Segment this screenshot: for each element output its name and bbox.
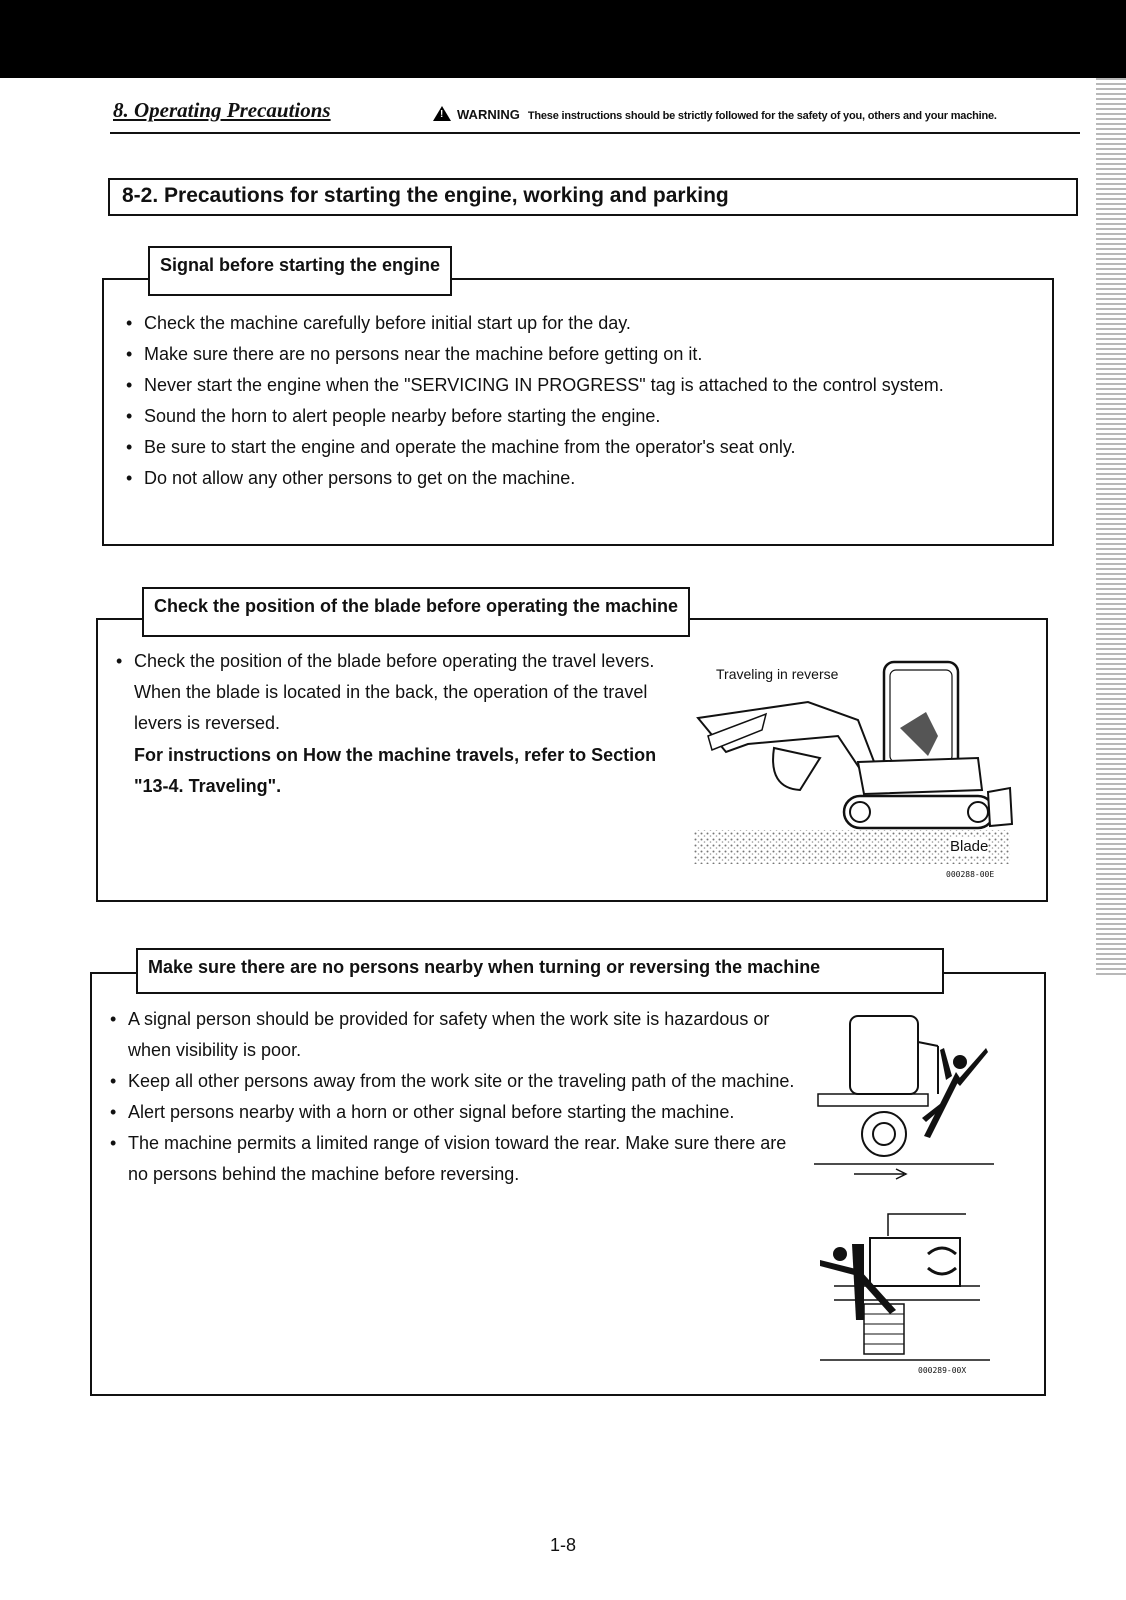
blade-note: For instructions on How the machine travels, refer to Section "13-4. Traveling". (134, 745, 657, 796)
turning-warning-illustration (820, 1210, 990, 1366)
list-persons-nearby (110, 1004, 800, 1190)
list-signal-before-starting (126, 308, 1036, 494)
panel-blade-position (96, 618, 1048, 902)
list-item: • Check the position of the blade before operating the travel levers. When the blade is located in the back, the operation of the travel levers is reversed. (116, 646, 676, 739)
heading-blade-position: Check the position of the blade before operating the machine (142, 587, 690, 637)
warning-text: These instructions should be strictly followed for the safety of you, others and your machine. (527, 110, 997, 122)
scan-top-border (0, 0, 1126, 78)
page-number: 1-8 (549, 1535, 576, 1555)
list-blade-position (116, 646, 676, 739)
heading-signal-before-starting: Signal before starting the engine (148, 246, 452, 296)
page-header (110, 98, 1080, 138)
page-title: 8-2. Precautions for starting the engine, working and parking (122, 184, 729, 207)
warning-triangle-icon (433, 106, 451, 121)
list-item: • Sound the horn to alert people nearby before starting the engine. (126, 401, 1036, 432)
list-item: • The machine permits a limited range of vision toward the rear. Make sure there are no persons behind the machine before reversing. (110, 1128, 800, 1190)
rotate-icon (928, 1248, 956, 1274)
arrow-icon (854, 1169, 906, 1179)
list-item: • A signal person should be provided for safety when the work site is hazardous or when visibility is poor. (110, 1004, 800, 1066)
list-item: • Never start the engine when the "SERVICING IN PROGRESS" tag is attached to the control system. (126, 370, 1036, 401)
list-item: • Alert persons nearby with a horn or other signal before starting the machine. (110, 1097, 800, 1128)
blade-shape (988, 788, 1012, 826)
list-item: • Make sure there are no persons near the machine before getting on it. (126, 339, 1036, 370)
figure-code: 000288-00E (946, 870, 995, 879)
figure-code: 000289-00X (918, 1366, 967, 1375)
header-rule (110, 132, 1080, 134)
figure-caption-reverse: Traveling in reverse (716, 666, 839, 682)
warning-banner (433, 106, 997, 122)
section-header: 8. Operating Precautions (113, 98, 331, 122)
list-item: • Do not allow any other persons to get on the machine. (126, 463, 1036, 494)
warning-label: WARNING (457, 107, 520, 122)
list-item: • Keep all other persons away from the work site or the traveling path of the machine. (110, 1066, 800, 1097)
person-head (953, 1055, 967, 1069)
panel-signal-before-starting (102, 278, 1054, 546)
person-head (833, 1247, 847, 1261)
heading-persons-nearby: Make sure there are no persons nearby when turning or reversing the machine (136, 948, 944, 994)
reversing-warning-illustration (814, 1012, 994, 1182)
figure-label-blade: Blade (950, 838, 989, 855)
list-item: • Be sure to start the engine and operate the machine from the operator's seat only. (126, 432, 1036, 463)
scan-right-edge (1096, 78, 1126, 978)
page-title-box (108, 178, 1078, 216)
bucket-shape (773, 748, 820, 790)
panel-persons-nearby (90, 972, 1046, 1396)
track (844, 796, 994, 828)
list-item: • Check the machine carefully before initial start up for the day. (126, 308, 1036, 339)
